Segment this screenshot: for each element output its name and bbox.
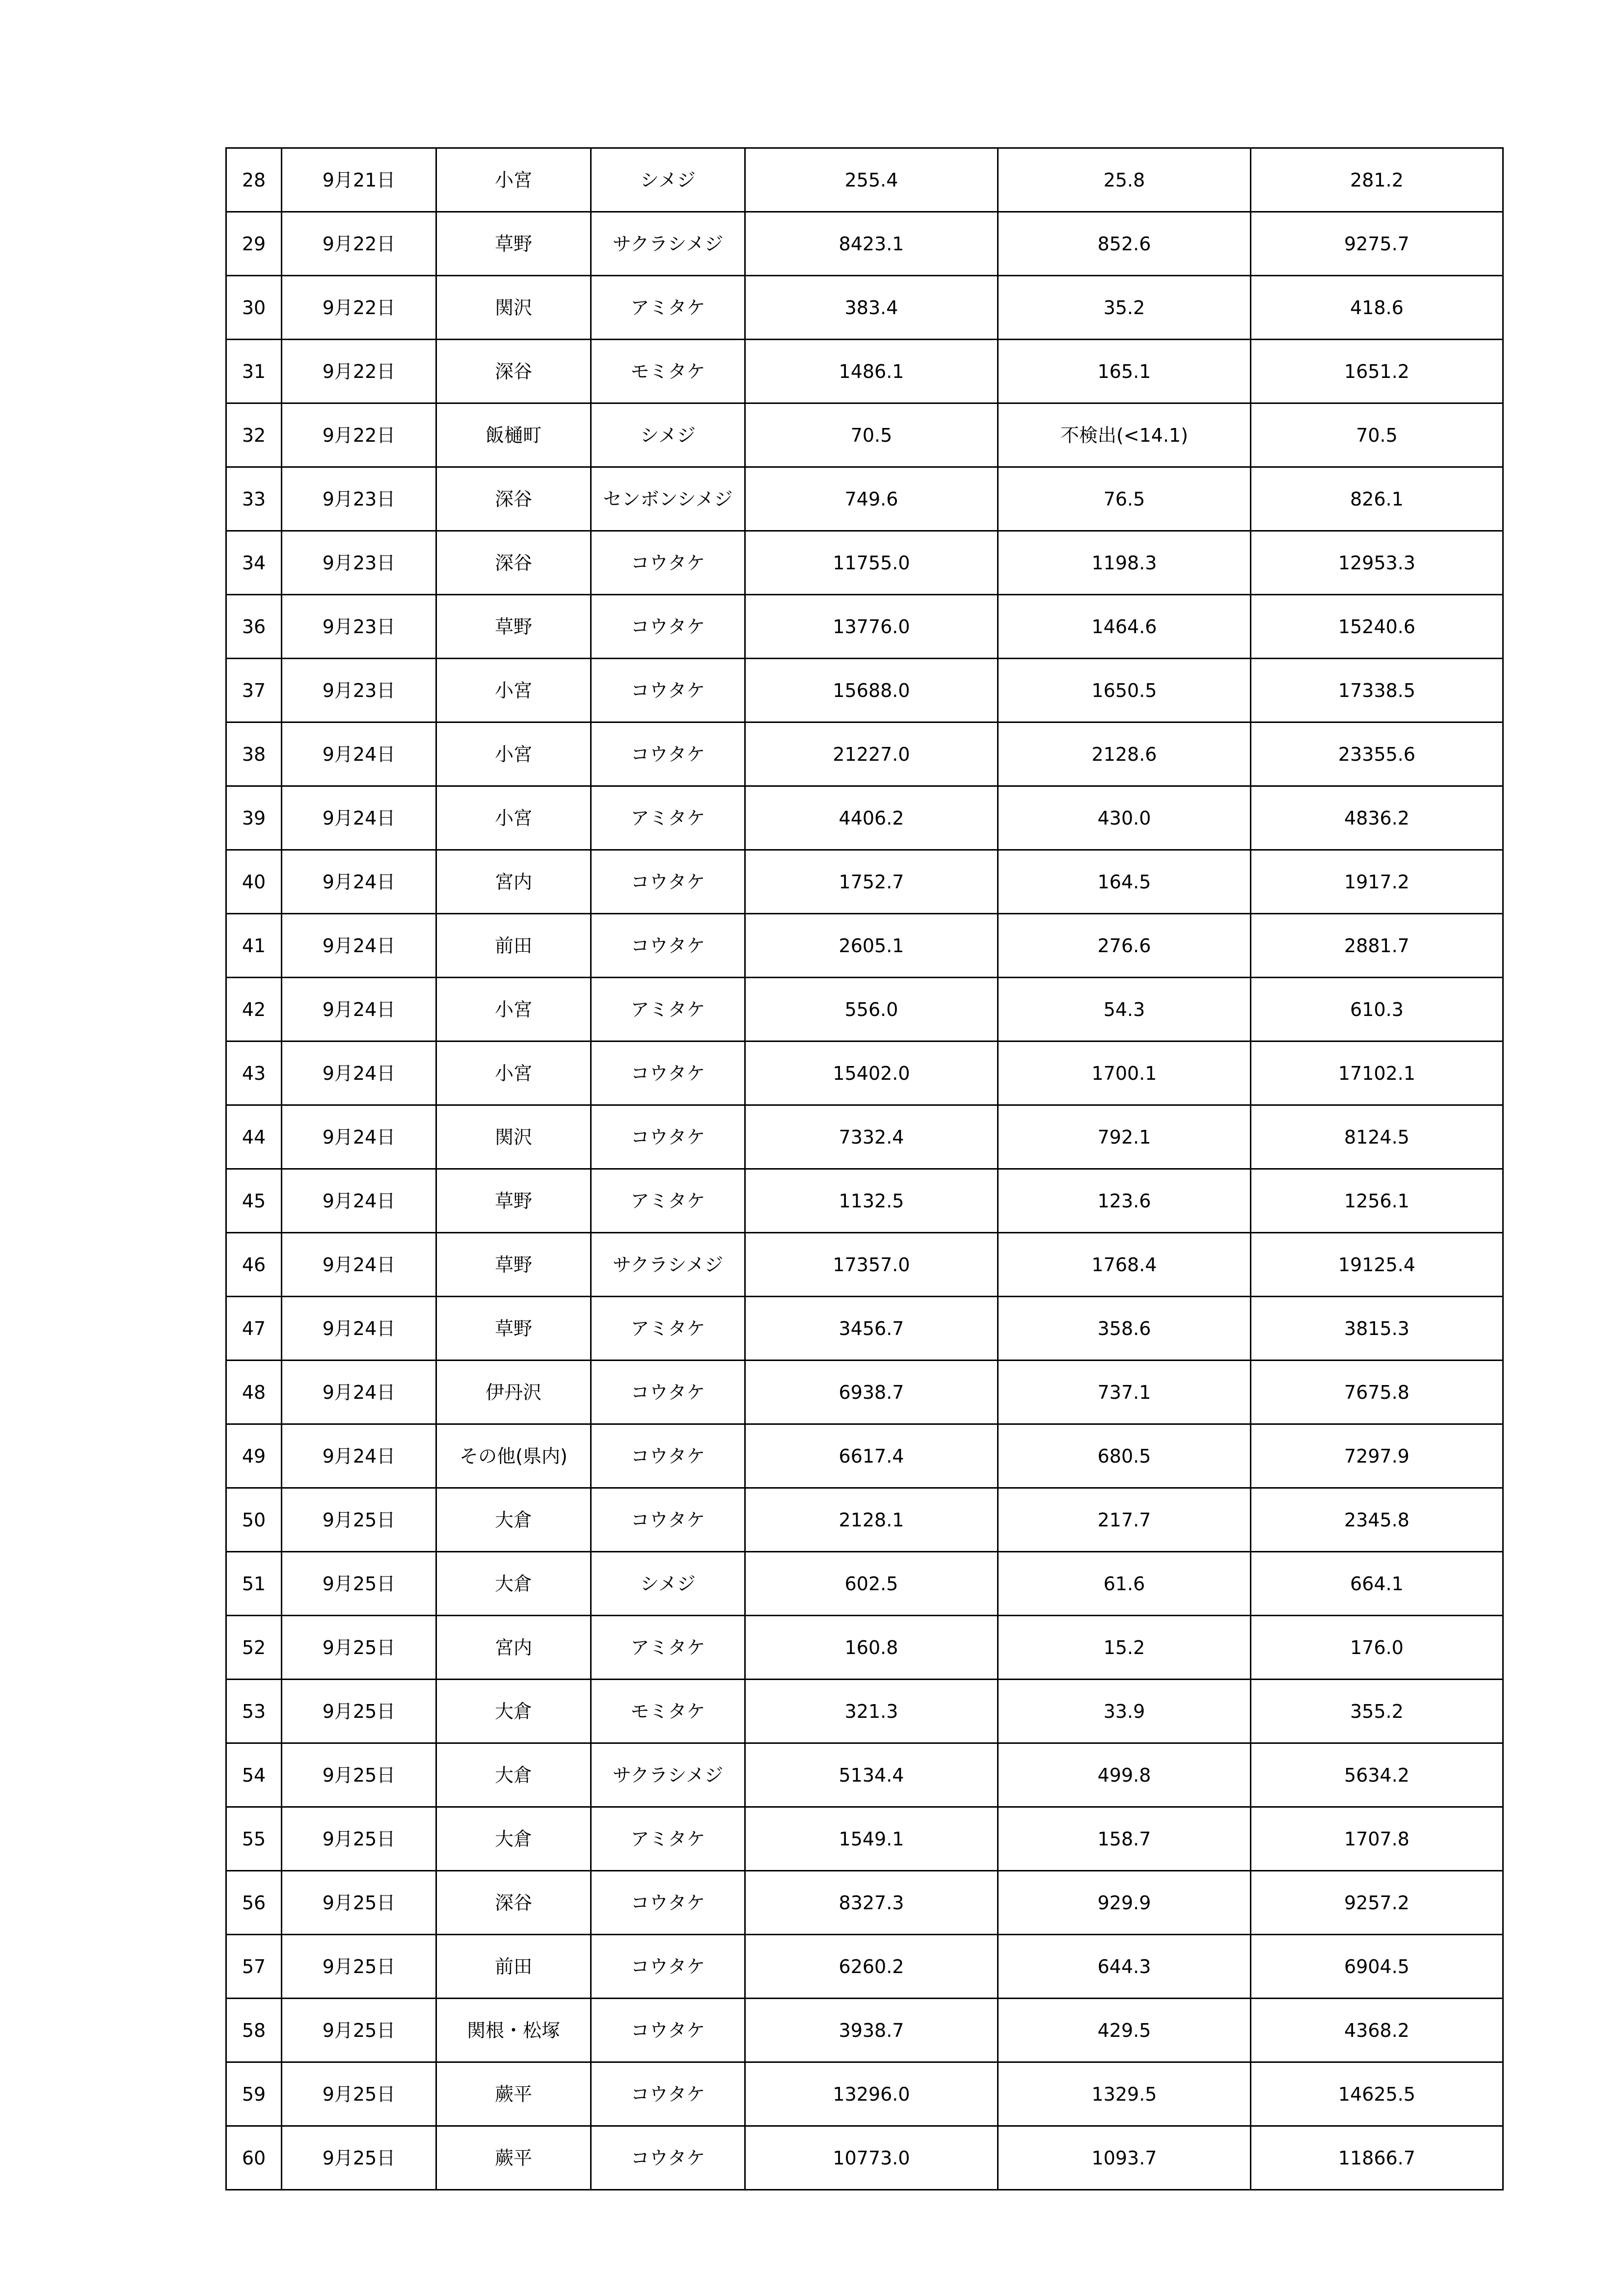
mushroom-type-cell: センボンシメジ — [591, 467, 745, 531]
table-row — [226, 1041, 1503, 1105]
total-value-cell: 6904.5 — [1251, 1935, 1503, 1999]
location-cell: 草野 — [436, 1297, 591, 1361]
row-number-cell: 46 — [226, 1233, 282, 1297]
value-2-cell: 2128.6 — [998, 722, 1251, 786]
row-number-cell: 55 — [226, 1807, 282, 1871]
total-value-cell: 7297.9 — [1251, 1424, 1503, 1488]
table-row — [226, 1233, 1503, 1297]
total-value-cell: 418.6 — [1251, 276, 1503, 340]
location-cell: 関沢 — [436, 276, 591, 340]
date-cell: 9月24日 — [282, 1361, 436, 1424]
value-2-cell: 276.6 — [998, 914, 1251, 978]
table-row — [226, 212, 1503, 276]
value-2-cell: 1329.5 — [998, 2062, 1251, 2126]
value-2-cell: 54.3 — [998, 978, 1251, 1041]
row-number-cell: 49 — [226, 1424, 282, 1488]
date-cell: 9月24日 — [282, 1169, 436, 1233]
total-value-cell: 1651.2 — [1251, 340, 1503, 403]
location-cell: 大倉 — [436, 1552, 591, 1616]
row-number-cell: 43 — [226, 1041, 282, 1105]
date-cell: 9月21日 — [282, 148, 436, 212]
location-cell: 大倉 — [436, 1680, 591, 1743]
total-value-cell: 1707.8 — [1251, 1807, 1503, 1871]
value-2-cell: 430.0 — [998, 786, 1251, 850]
location-cell: 草野 — [436, 1233, 591, 1297]
date-cell: 9月24日 — [282, 1105, 436, 1169]
location-cell: 草野 — [436, 212, 591, 276]
total-value-cell: 11866.7 — [1251, 2126, 1503, 2190]
total-value-cell: 2345.8 — [1251, 1488, 1503, 1552]
mushroom-type-cell: アミタケ — [591, 1169, 745, 1233]
date-cell: 9月22日 — [282, 276, 436, 340]
mushroom-type-cell: コウタケ — [591, 722, 745, 786]
row-number-cell: 36 — [226, 595, 282, 659]
row-number-cell: 45 — [226, 1169, 282, 1233]
table-row — [226, 1488, 1503, 1552]
value-1-cell: 70.5 — [745, 403, 998, 467]
value-1-cell: 749.6 — [745, 467, 998, 531]
table-row — [226, 1297, 1503, 1361]
value-1-cell: 6938.7 — [745, 1361, 998, 1424]
total-value-cell: 14625.5 — [1251, 2062, 1503, 2126]
date-cell: 9月25日 — [282, 2126, 436, 2190]
value-1-cell: 11755.0 — [745, 531, 998, 595]
total-value-cell: 23355.6 — [1251, 722, 1503, 786]
mushroom-type-cell: シメジ — [591, 148, 745, 212]
value-2-cell: 792.1 — [998, 1105, 1251, 1169]
total-value-cell: 664.1 — [1251, 1552, 1503, 1616]
location-cell: 大倉 — [436, 1743, 591, 1807]
row-number-cell: 42 — [226, 978, 282, 1041]
total-value-cell: 826.1 — [1251, 467, 1503, 531]
row-number-cell: 59 — [226, 2062, 282, 2126]
table-row — [226, 1424, 1503, 1488]
date-cell: 9月25日 — [282, 1935, 436, 1999]
table-row — [226, 1743, 1503, 1807]
date-cell: 9月24日 — [282, 1041, 436, 1105]
location-cell: 小宮 — [436, 786, 591, 850]
value-1-cell: 1549.1 — [745, 1807, 998, 1871]
location-cell: 深谷 — [436, 340, 591, 403]
row-number-cell: 56 — [226, 1871, 282, 1935]
table-row — [226, 595, 1503, 659]
row-number-cell: 57 — [226, 1935, 282, 1999]
table-row — [226, 531, 1503, 595]
mushroom-type-cell: モミタケ — [591, 340, 745, 403]
mushroom-type-cell: アミタケ — [591, 1616, 745, 1680]
value-2-cell: 1198.3 — [998, 531, 1251, 595]
row-number-cell: 32 — [226, 403, 282, 467]
value-1-cell: 8327.3 — [745, 1871, 998, 1935]
date-cell: 9月23日 — [282, 595, 436, 659]
value-2-cell: 429.5 — [998, 1999, 1251, 2062]
mushroom-type-cell: コウタケ — [591, 1488, 745, 1552]
location-cell: 伊丹沢 — [436, 1361, 591, 1424]
value-2-cell: 1700.1 — [998, 1041, 1251, 1105]
mushroom-type-cell: コウタケ — [591, 1935, 745, 1999]
row-number-cell: 38 — [226, 722, 282, 786]
table-row — [226, 1169, 1503, 1233]
table-row — [226, 786, 1503, 850]
total-value-cell: 2881.7 — [1251, 914, 1503, 978]
mushroom-type-cell: サクラシメジ — [591, 212, 745, 276]
total-value-cell: 5634.2 — [1251, 1743, 1503, 1807]
value-1-cell: 2605.1 — [745, 914, 998, 978]
row-number-cell: 30 — [226, 276, 282, 340]
value-1-cell: 602.5 — [745, 1552, 998, 1616]
total-value-cell: 7675.8 — [1251, 1361, 1503, 1424]
table-row — [226, 914, 1503, 978]
row-number-cell: 50 — [226, 1488, 282, 1552]
location-cell: 深谷 — [436, 531, 591, 595]
date-cell: 9月22日 — [282, 212, 436, 276]
mushroom-type-cell: コウタケ — [591, 1424, 745, 1488]
location-cell: 草野 — [436, 595, 591, 659]
table-row — [226, 403, 1503, 467]
total-value-cell: 1917.2 — [1251, 850, 1503, 914]
mushroom-type-cell: アミタケ — [591, 1297, 745, 1361]
table-row — [226, 276, 1503, 340]
mushroom-type-cell: コウタケ — [591, 1041, 745, 1105]
location-cell: 小宮 — [436, 978, 591, 1041]
location-cell: 大倉 — [436, 1807, 591, 1871]
date-cell: 9月23日 — [282, 659, 436, 722]
total-value-cell: 8124.5 — [1251, 1105, 1503, 1169]
mushroom-type-cell: サクラシメジ — [591, 1233, 745, 1297]
total-value-cell: 3815.3 — [1251, 1297, 1503, 1361]
value-1-cell: 160.8 — [745, 1616, 998, 1680]
value-1-cell: 15402.0 — [745, 1041, 998, 1105]
mushroom-type-cell: コウタケ — [591, 914, 745, 978]
table-row — [226, 2062, 1503, 2126]
location-cell: 小宮 — [436, 1041, 591, 1105]
value-2-cell: 15.2 — [998, 1616, 1251, 1680]
date-cell: 9月24日 — [282, 1233, 436, 1297]
date-cell: 9月25日 — [282, 1488, 436, 1552]
value-2-cell: 158.7 — [998, 1807, 1251, 1871]
row-number-cell: 28 — [226, 148, 282, 212]
value-1-cell: 1752.7 — [745, 850, 998, 914]
value-1-cell: 3938.7 — [745, 1999, 998, 2062]
location-cell: 蕨平 — [436, 2126, 591, 2190]
value-2-cell: 25.8 — [998, 148, 1251, 212]
mushroom-type-cell: コウタケ — [591, 1999, 745, 2062]
table-row — [226, 1616, 1503, 1680]
value-1-cell: 6260.2 — [745, 1935, 998, 1999]
total-value-cell: 12953.3 — [1251, 531, 1503, 595]
mushroom-type-cell: コウタケ — [591, 850, 745, 914]
total-value-cell: 176.0 — [1251, 1616, 1503, 1680]
date-cell: 9月25日 — [282, 1552, 436, 1616]
table-row — [226, 1105, 1503, 1169]
mushroom-type-cell: コウタケ — [591, 659, 745, 722]
date-cell: 9月23日 — [282, 531, 436, 595]
value-2-cell: 35.2 — [998, 276, 1251, 340]
table-row — [226, 1871, 1503, 1935]
table-row — [226, 978, 1503, 1041]
total-value-cell: 1256.1 — [1251, 1169, 1503, 1233]
location-cell: 関沢 — [436, 1105, 591, 1169]
total-value-cell: 4368.2 — [1251, 1999, 1503, 2062]
row-number-cell: 48 — [226, 1361, 282, 1424]
row-number-cell: 37 — [226, 659, 282, 722]
value-1-cell: 321.3 — [745, 1680, 998, 1743]
location-cell: 飯樋町 — [436, 403, 591, 467]
value-2-cell: 164.5 — [998, 850, 1251, 914]
date-cell: 9月24日 — [282, 1424, 436, 1488]
row-number-cell: 60 — [226, 2126, 282, 2190]
value-2-cell: 123.6 — [998, 1169, 1251, 1233]
date-cell: 9月22日 — [282, 340, 436, 403]
total-value-cell: 17102.1 — [1251, 1041, 1503, 1105]
value-2-cell: 358.6 — [998, 1297, 1251, 1361]
row-number-cell: 39 — [226, 786, 282, 850]
value-2-cell: 1650.5 — [998, 659, 1251, 722]
table-row — [226, 1552, 1503, 1616]
row-number-cell: 40 — [226, 850, 282, 914]
value-2-cell: 929.9 — [998, 1871, 1251, 1935]
mushroom-type-cell: コウタケ — [591, 1361, 745, 1424]
total-value-cell: 281.2 — [1251, 148, 1503, 212]
mushroom-type-cell: コウタケ — [591, 2126, 745, 2190]
location-cell: 深谷 — [436, 1871, 591, 1935]
row-number-cell: 53 — [226, 1680, 282, 1743]
value-2-cell: 1768.4 — [998, 1233, 1251, 1297]
table-row — [226, 148, 1503, 212]
value-2-cell: 680.5 — [998, 1424, 1251, 1488]
location-cell: 小宮 — [436, 148, 591, 212]
table-row — [226, 850, 1503, 914]
location-cell: 蕨平 — [436, 2062, 591, 2126]
date-cell: 9月25日 — [282, 2062, 436, 2126]
total-value-cell: 610.3 — [1251, 978, 1503, 1041]
table-body — [226, 148, 1503, 2190]
row-number-cell: 52 — [226, 1616, 282, 1680]
table-row — [226, 1361, 1503, 1424]
row-number-cell: 29 — [226, 212, 282, 276]
total-value-cell: 70.5 — [1251, 403, 1503, 467]
table-row — [226, 2126, 1503, 2190]
total-value-cell: 4836.2 — [1251, 786, 1503, 850]
table-row — [226, 1680, 1503, 1743]
value-1-cell: 13296.0 — [745, 2062, 998, 2126]
table-row — [226, 1999, 1503, 2062]
table-row — [226, 1807, 1503, 1871]
value-1-cell: 3456.7 — [745, 1297, 998, 1361]
date-cell: 9月24日 — [282, 914, 436, 978]
mushroom-type-cell: コウタケ — [591, 1871, 745, 1935]
value-2-cell: 165.1 — [998, 340, 1251, 403]
location-cell: 関根・松塚 — [436, 1999, 591, 2062]
total-value-cell: 17338.5 — [1251, 659, 1503, 722]
row-number-cell: 41 — [226, 914, 282, 978]
value-2-cell: 1464.6 — [998, 595, 1251, 659]
mushroom-type-cell: アミタケ — [591, 1807, 745, 1871]
value-2-cell: 499.8 — [998, 1743, 1251, 1807]
location-cell: 小宮 — [436, 722, 591, 786]
value-1-cell: 1486.1 — [745, 340, 998, 403]
location-cell: 前田 — [436, 1935, 591, 1999]
location-cell: 深谷 — [436, 467, 591, 531]
date-cell: 9月24日 — [282, 978, 436, 1041]
value-1-cell: 7332.4 — [745, 1105, 998, 1169]
value-2-cell: 76.5 — [998, 467, 1251, 531]
table-row — [226, 659, 1503, 722]
row-number-cell: 34 — [226, 531, 282, 595]
mushroom-type-cell: アミタケ — [591, 978, 745, 1041]
location-cell: 草野 — [436, 1169, 591, 1233]
row-number-cell: 58 — [226, 1999, 282, 2062]
mushroom-type-cell: サクラシメジ — [591, 1743, 745, 1807]
table-row — [226, 722, 1503, 786]
value-1-cell: 383.4 — [745, 276, 998, 340]
value-1-cell: 1132.5 — [745, 1169, 998, 1233]
table-row — [226, 467, 1503, 531]
total-value-cell: 15240.6 — [1251, 595, 1503, 659]
value-1-cell: 21227.0 — [745, 722, 998, 786]
location-cell: 宮内 — [436, 850, 591, 914]
value-2-cell: 61.6 — [998, 1552, 1251, 1616]
value-2-cell: 1093.7 — [998, 2126, 1251, 2190]
mushroom-type-cell: モミタケ — [591, 1680, 745, 1743]
value-1-cell: 8423.1 — [745, 212, 998, 276]
value-1-cell: 4406.2 — [745, 786, 998, 850]
value-2-cell: 644.3 — [998, 1935, 1251, 1999]
mushroom-type-cell: コウタケ — [591, 595, 745, 659]
date-cell: 9月24日 — [282, 1297, 436, 1361]
value-1-cell: 2128.1 — [745, 1488, 998, 1552]
location-cell: 大倉 — [436, 1488, 591, 1552]
total-value-cell: 355.2 — [1251, 1680, 1503, 1743]
value-2-cell: 不検出(<14.1) — [998, 403, 1251, 467]
mushroom-type-cell: シメジ — [591, 1552, 745, 1616]
location-cell: 前田 — [436, 914, 591, 978]
row-number-cell: 54 — [226, 1743, 282, 1807]
value-1-cell: 17357.0 — [745, 1233, 998, 1297]
mushroom-type-cell: アミタケ — [591, 786, 745, 850]
date-cell: 9月25日 — [282, 1680, 436, 1743]
date-cell: 9月24日 — [282, 722, 436, 786]
table-row — [226, 1935, 1503, 1999]
date-cell: 9月25日 — [282, 1871, 436, 1935]
value-2-cell: 33.9 — [998, 1680, 1251, 1743]
table-row — [226, 340, 1503, 403]
date-cell: 9月25日 — [282, 1999, 436, 2062]
value-1-cell: 5134.4 — [745, 1743, 998, 1807]
value-2-cell: 217.7 — [998, 1488, 1251, 1552]
total-value-cell: 19125.4 — [1251, 1233, 1503, 1297]
value-1-cell: 6617.4 — [745, 1424, 998, 1488]
value-1-cell: 13776.0 — [745, 595, 998, 659]
value-1-cell: 556.0 — [745, 978, 998, 1041]
value-2-cell: 737.1 — [998, 1361, 1251, 1424]
mushroom-type-cell: コウタケ — [591, 1105, 745, 1169]
row-number-cell: 47 — [226, 1297, 282, 1361]
row-number-cell: 51 — [226, 1552, 282, 1616]
date-cell: 9月23日 — [282, 467, 436, 531]
date-cell: 9月25日 — [282, 1807, 436, 1871]
location-cell: その他(県内) — [436, 1424, 591, 1488]
total-value-cell: 9275.7 — [1251, 212, 1503, 276]
date-cell: 9月25日 — [282, 1616, 436, 1680]
location-cell: 宮内 — [436, 1616, 591, 1680]
mushroom-type-cell: シメジ — [591, 403, 745, 467]
mushroom-type-cell: コウタケ — [591, 531, 745, 595]
location-cell: 小宮 — [436, 659, 591, 722]
date-cell: 9月25日 — [282, 1743, 436, 1807]
value-1-cell: 255.4 — [745, 148, 998, 212]
value-2-cell: 852.6 — [998, 212, 1251, 276]
total-value-cell: 9257.2 — [1251, 1871, 1503, 1935]
date-cell: 9月22日 — [282, 403, 436, 467]
value-1-cell: 15688.0 — [745, 659, 998, 722]
value-1-cell: 10773.0 — [745, 2126, 998, 2190]
row-number-cell: 31 — [226, 340, 282, 403]
date-cell: 9月24日 — [282, 850, 436, 914]
date-cell: 9月24日 — [282, 786, 436, 850]
row-number-cell: 44 — [226, 1105, 282, 1169]
row-number-cell: 33 — [226, 467, 282, 531]
mushroom-type-cell: アミタケ — [591, 276, 745, 340]
measurement-table — [225, 147, 1504, 2190]
mushroom-type-cell: コウタケ — [591, 2062, 745, 2126]
